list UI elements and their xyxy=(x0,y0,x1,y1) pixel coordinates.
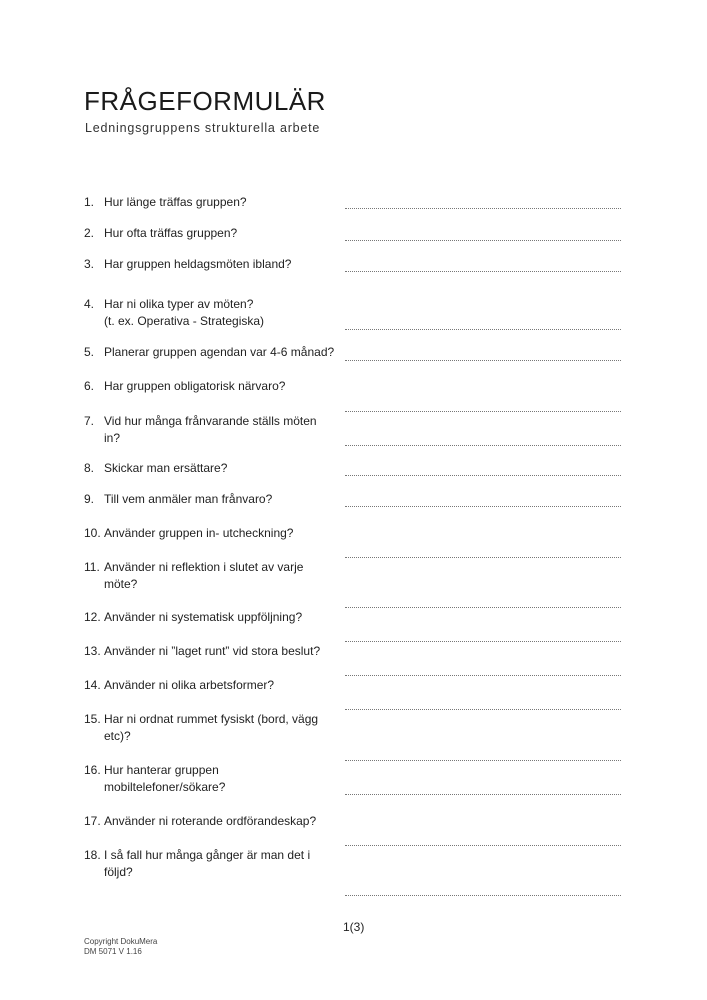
question-number: 18. xyxy=(84,848,101,862)
question-text: Skickar man ersättare? xyxy=(104,461,228,475)
question-number: 10. xyxy=(84,526,101,540)
question-text-line: Har ni olika typer av möten? xyxy=(104,297,254,311)
question-number: 5. xyxy=(84,345,95,359)
question-number: 9. xyxy=(84,492,95,506)
answer-line-12[interactable] xyxy=(345,641,621,642)
answer-line-2[interactable] xyxy=(345,240,621,241)
question-text: Använder ni roterande ordförandeskap? xyxy=(104,814,317,828)
document-id: DM 5071 V 1.16 xyxy=(84,947,142,956)
question-text xyxy=(104,762,344,796)
question-text-line: etc)? xyxy=(104,729,131,743)
question-text xyxy=(104,559,344,593)
answer-line-10[interactable] xyxy=(345,557,621,558)
question-text xyxy=(104,296,344,330)
question-text: Hur länge träffas gruppen? xyxy=(104,195,247,209)
question-text: Använder gruppen in- utcheckning? xyxy=(104,526,294,540)
question-number: 3. xyxy=(84,257,95,271)
question-number: 17. xyxy=(84,814,101,828)
answer-line-3[interactable] xyxy=(345,271,621,272)
question-number: 1. xyxy=(84,195,95,209)
question-number: 15. xyxy=(84,712,101,726)
question-number: 13. xyxy=(84,644,101,658)
question-number: 14. xyxy=(84,678,101,692)
answer-line-1[interactable] xyxy=(345,208,621,209)
question-text xyxy=(104,413,344,447)
question-text-line: möte? xyxy=(104,577,138,591)
answer-line-13[interactable] xyxy=(345,675,621,676)
question-number: 6. xyxy=(84,379,95,393)
document-subtitle: Ledningsgruppens strukturella arbete xyxy=(85,121,321,135)
answer-line-11[interactable] xyxy=(345,607,621,608)
question-text-line: (t. ex. Operativa - Strategiska) xyxy=(104,314,265,328)
question-number: 12. xyxy=(84,610,101,624)
question-text: Planerar gruppen agendan var 4-6 månad? xyxy=(104,345,335,359)
answer-line-17[interactable] xyxy=(345,845,621,846)
answer-line-15[interactable] xyxy=(345,760,621,761)
question-number: 7. xyxy=(84,414,95,428)
answer-line-4[interactable] xyxy=(345,329,621,330)
question-text xyxy=(104,847,344,881)
answer-line-5[interactable] xyxy=(345,360,621,361)
question-text-line: mobiltelefoner/sökare? xyxy=(104,780,226,794)
question-text-line: Vid hur många frånvarande ställs möten xyxy=(104,414,317,428)
question-text: Har gruppen heldagsmöten ibland? xyxy=(104,257,292,271)
question-number: 11. xyxy=(84,560,100,574)
question-number: 8. xyxy=(84,461,95,475)
answer-line-14[interactable] xyxy=(345,709,621,710)
question-number: 2. xyxy=(84,226,95,240)
question-text-line: in? xyxy=(104,431,121,445)
answer-line-8[interactable] xyxy=(345,475,621,476)
answer-line-7[interactable] xyxy=(345,445,621,446)
page-number: 1(3) xyxy=(343,920,365,934)
question-text-line: Använder ni reflektion i slutet av varje xyxy=(104,560,304,574)
question-text: Använder ni systematisk uppföljning? xyxy=(104,610,303,624)
answer-line-6[interactable] xyxy=(345,411,621,412)
question-number: 4. xyxy=(84,297,95,311)
question-text: Hur ofta träffas gruppen? xyxy=(104,226,238,240)
question-text: Använder ni ”laget runt” vid stora beslut? xyxy=(104,644,321,658)
question-text: Har gruppen obligatorisk närvaro? xyxy=(104,379,286,393)
document-title: FRÅGEFORMULÄR xyxy=(84,86,326,116)
question-text-line: I så fall hur många gånger är man det i xyxy=(104,848,311,862)
answer-line-9[interactable] xyxy=(345,506,621,507)
question-text xyxy=(104,711,344,745)
question-text-line: Hur hanterar gruppen xyxy=(104,763,219,777)
question-text: Till vem anmäler man frånvaro? xyxy=(104,492,273,506)
question-number: 16. xyxy=(84,763,101,777)
answer-line-16[interactable] xyxy=(345,794,621,795)
question-text-line: Har ni ordnat rummet fysiskt (bord, vägg xyxy=(104,712,319,726)
answer-line-18[interactable] xyxy=(345,895,621,896)
copyright-footer xyxy=(84,937,157,957)
question-text: Använder ni olika arbetsformer? xyxy=(104,678,275,692)
question-text-line: följd? xyxy=(104,865,133,879)
copyright-text: Copyright DokuMera xyxy=(84,937,158,946)
